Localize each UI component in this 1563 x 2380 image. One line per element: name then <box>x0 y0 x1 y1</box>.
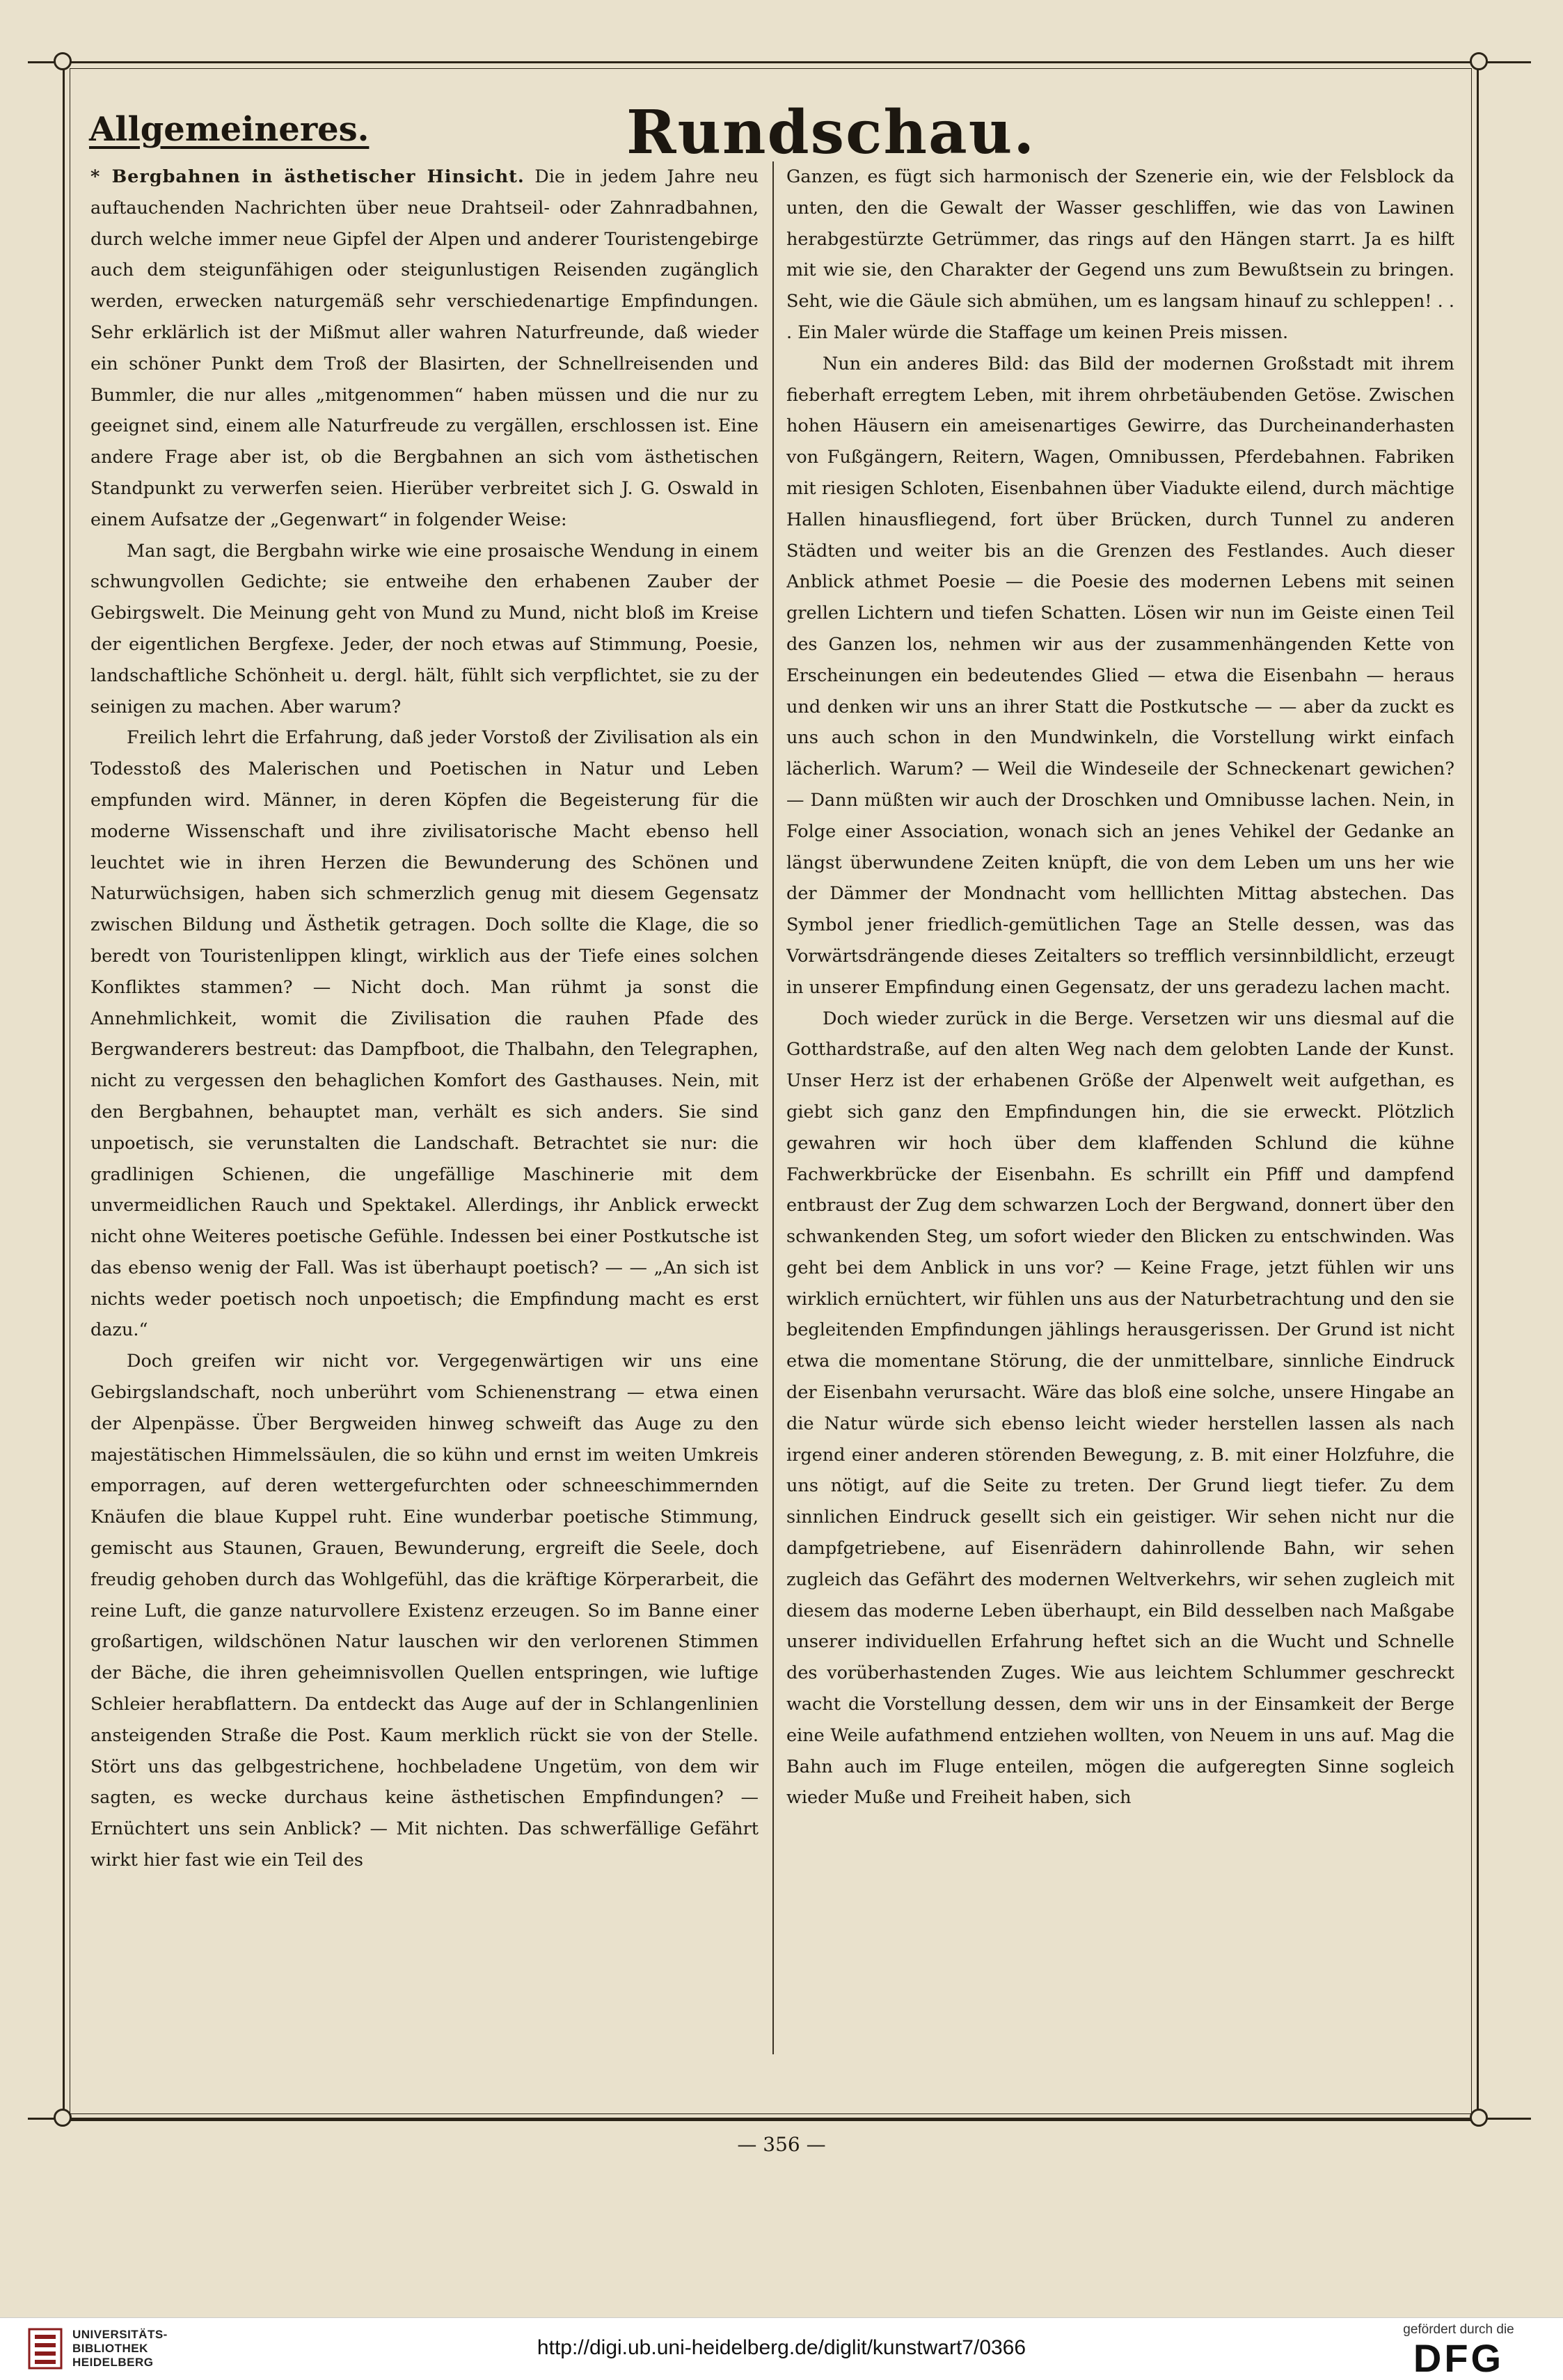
page-url-link[interactable]: http://digi.ub.uni-heidelberg.de/diglit/kunstwart7/0366 <box>537 2336 1026 2359</box>
paragraph: Freilich lehrt die Erfahrung, daß jeder Vorstoß der Zivilisation als ein Todesstoß des Malerischen und Poetischen in Natur und Leben empfunden wird. Männer, in deren Köpfen die Begeisterung für die moderne Wissenschaft und ihre zivilisatorische Macht ebenso hell leuchtet wie in ihren Herzen die Bewunderung des Schönen und Naturwüchsigen, haben sich schmerzlich genug mit diesem Gegensatz zwischen Bildung und Ästhetik getragen. Doch sollte die Klage, die so beredt von Touristenlippen klingt, wirklich aus der Tiefe eines solchen Konfliktes stammen? — Nicht doch. Man rühmt ja sonst die Annehmlichkeit, womit die Zivilisation die rauhen Pfade des Bergwanderers bestreut: das Dampfboot, die Thalbahn, den Telegraphen, nicht zu vergessen den behaglichen Komfort des Gasthauses. Nein, mit den Bergbahnen, behauptet man, verhält es sich anders. Sie sind unpoetisch, sie verunstalten die Landschaft. Betrachtet sie nur: die gradlinigen Schienen, die ungefällige Maschinerie mit dem unvermeidlichen Rauch und Spektakel. Allerdings, ihr Anblick erweckt nicht ohne Weiteres poetische Gefühle. Indessen bei einer Postkutsche ist das ebenso wenig der Fall. Was ist überhaupt poetisch? — — „An sich ist nichts weder poetisch noch unpoetisch; die Empfindung macht es erst dazu.“ <box>90 727 759 1341</box>
page-title: Rundschau. <box>626 97 1036 168</box>
funder-label: gefördert durch die <box>1403 2322 1514 2337</box>
page-number: — 356 — <box>737 2133 826 2156</box>
section-heading: Allgemeineres. <box>89 110 370 149</box>
corner-ornament-top-right <box>1470 52 1488 70</box>
right-column <box>786 161 1454 2061</box>
corner-ornament-bottom-right <box>1470 2109 1488 2127</box>
paragraph: Doch greifen wir nicht vor. Vergegenwärtigen wir uns eine Gebirgslandschaft, noch unberührt vom Schienenstrang — etwa einen der Alpenpässe. Über Bergweiden hinweg schweift das Auge zu den majestätischen Himmelssäulen, die so kühn und ernst im weiten Umkreis emporragen, auf deren wettergefurchten oder schneeschimmernden Knäufen die blaue Kuppel ruht. Eine wunderbar poetische Stimmung, gemischt aus Staunen, Grauen, Bewunderung, ergreift die Seele, doch freudig gehoben durch das Wohlgefühl, das die kräftige Körperarbeit, die reine Luft, die ganze naturvollere Existenz erzeugen. So im Banne einer großartigen, wildschönen Natur lauschen wir den verlorenen Stimmen der Bäche, die ihren geheimnisvollen Quellen entspringen, wie luftige Schleier herabflattern. Da entdeckt das Auge auf der in Schlangenlinien ansteigenden Straße die Post. Kaum merklich rückt sie von der Stelle. Stört uns das gelbgestrichene, hochbeladene Ungetüm, von dem wir sagten, es wecke durchaus keine ästhetischen Empfindungen? — Ernüchtert uns sein Anblick? — Mit nichten. Das schwerfällige Gefährt wirkt hier fast wie ein Teil des <box>90 1351 759 1871</box>
paragraph: Ganzen, es fügt sich harmonisch der Szenerie ein, wie der Felsblock da unten, den die Gewalt der Wasser geschliffen, wie das von Lawinen herabgestürzte Getrümmer, das rings auf den Hängen starrt. Ja es hilft mit wie sie, den Charakter der Gegend uns zum Bewußtsein zu bringen. Seht, wie die Gäule sich abmühen, um es langsam hinauf zu schleppen! . . . Ein Maler würde die Staffage um keinen Preis missen. <box>786 166 1454 343</box>
institution-line: UNIVERSITÄTS- <box>72 2328 168 2341</box>
column-divider <box>772 161 774 2054</box>
dfg-logo[interactable]: DFG <box>1413 2336 1505 2380</box>
paragraph-text: Die in jedem Jahre neu auftauchenden Nachrichten über neue Drahtseil- oder Zahnradbahnen, durch welche immer neue Gipfel der Alpen und anderer Touristengebirge auch dem steigunfähigen oder steigunlustigen Reisenden zugänglich werden, erwecken naturgemäß sehr verschiedenartige Empfindungen. Sehr erklärlich ist der Mißmut aller wahren Naturfreunde, daß wieder ein schöner Punkt dem Troß der Blasirten, der Schnellreisenden und Bummler, die nur alles „mitgenommen“ haben müssen und die nur zu geeignet sind, einem alle Naturfreude zu vergällen, erschlossen ist. Eine andere Frage aber ist, ob die Bergbahnen an sich vom ästhetischen Standpunkt zu verwerfen seien. Hierüber verbreitet sich J. G. Oswald in einem Aufsatze der „Gegenwart“ in folgender Weise: <box>90 166 759 530</box>
left-column <box>90 161 759 2061</box>
institution-line: HEIDELBERG <box>72 2356 154 2369</box>
viewer-footer <box>0 2317 1563 2379</box>
paragraph <box>90 161 759 536</box>
corner-ornament-top-left <box>54 52 72 70</box>
corner-ornament-bottom-left <box>54 2109 72 2127</box>
paragraph: Doch wieder zurück in die Berge. Versetzen wir uns diesmal auf die Gotthardstraße, auf den alten Weg nach dem gelobten Lande der Kunst. Unser Herz ist der erhabenen Größe der Alpenwelt weit aufgethan, es giebt sich ganz den Empfindungen hin, die sie erweckt. Plötzlich gewahren wir hoch über dem klaffenden Schlund die kühne Fachwerkbrücke der Eisenbahn. Es schrillt ein Pfiff und dampfend entbraust der Zug dem schwarzen Loch der Bergwand, donnert über den schwankenden Steg, um sofort wieder den Blicken zu entschwinden. Was geht bei dem Anblick in uns vor? — Keine Frage, jetzt fühlen wir uns wirklich ernüchtert, wir fühlen uns aus der Naturbetrachtung und den sie begleitenden Empfindungen jählings herausgerissen. Der Grund ist nicht etwa die momentane Störung, die der unmittelbare, sinnliche Eindruck der Eisenbahn verursacht. Wäre das bloß eine solche, unsere Hingabe an die Natur würde sich ebenso leicht wieder herstellen lassen als nach irgend einer anderen störenden Bewegung, z. B. mit einer Holzfuhre, die uns nötigt, auf die Seite zu treten. Der Grund liegt tiefer. Zu dem sinnlichen Eindruck gesellt sich ein geistiger. Wir sehen nicht nur die dampfgetriebene, auf Eisenrädern dahinrollende Bahn, wir sehen zugleich das Gefährt des modernen Weltverkehrs, wir sehen zugleich mit diesem das moderne Leben überhaupt, ein Bild desselben nach Maßgabe unserer individuellen Erfahrung heftet sich an die Wucht und Schnelle des vorüberhastenden Zuges. Wie aus leichtem Schlummer geschreckt wacht die Vorstellung dessen, dem wir uns in der Einsamkeit der Berge eine Weile aufathmend entziehen wollten, von Neuem in uns auf. Mag die Bahn auch im Fluge enteilen, mögen die aufgeregten Sinne sogleich wieder Muße und Freiheit haben, sich <box>786 1008 1454 1809</box>
institution-line: BIBLIOTHEK <box>72 2342 148 2355</box>
paragraph: Man sagt, die Bergbahn wirke wie eine prosaische Wendung in einem schwungvollen Gedichte; sie entweihe den erhabenen Zauber der Gebirgswelt. Die Meinung geht von Mund zu Mund, nicht bloß im Kreise der eigentlichen Bergfexe. Jeder, der noch etwas auf Stimmung, Poesie, landschaftliche Schönheit u. dergl. hält, fühlt sich verpflichtet, sie zu der seinigen zu machen. Aber warum? <box>90 540 759 717</box>
paragraph: Nun ein anderes Bild: das Bild der modernen Großstadt mit ihrem fieberhaft erregtem Leben, mit ihrem ohrbetäubenden Getöse. Zwischen hohen Häusern ein ameisenartiges Gewirre, das Durcheinanderhasten von Fußgängern, Reitern, Wagen, Omnibussen, Pferdebahnen. Fabriken mit riesigen Schloten, Eisenbahnen über Viadukte eilend, durch mächtige Hallen hinausfliegend, fort über Brücken, durch Tunnel zu anderen Städten und weiter bis an die Grenzen des Festlandes. Auch dieser Anblick athmet Poesie — die Poesie des modernen Lebens mit seinen grellen Lichtern und tiefen Schatten. Lösen wir nun im Geiste einen Teil des Ganzen los, nehmen wir aus der zusammenhängenden Kette von Erscheinungen ein bedeutendes Glied — etwa die Eisenbahn — heraus und denken wir uns an ihrer Statt die Postkutsche — — aber da zuckt es uns auch schon in den Mundwinkeln, die Vorstellung wirkt einfach lächerlich. Warum? — Weil die Windeseile der Schneckenart gewichen? — Dann müßten wir auch der Droschken und Omnibusse lachen. Nein, in Folge einer Association, wonach sich an jenes Vehikel der Gedanke an längst überwundene Zeiten knüpft, die von dem Leben um uns her wie der Dämmer der Mondnacht vom helllichten Mittag abstechen. Das Symbol jener friedlich-gemütlichen Tage an Stelle dessen, was das Vorwärtsdrängende dieses Zeitalters so trefflich versinnbildlicht, erzeugt in unserer Empfindung einen Gegensatz, der uns geradezu lachen macht. <box>786 353 1454 998</box>
article-title: * Bergbahnen in ästhetischer Hinsicht. <box>90 166 525 187</box>
